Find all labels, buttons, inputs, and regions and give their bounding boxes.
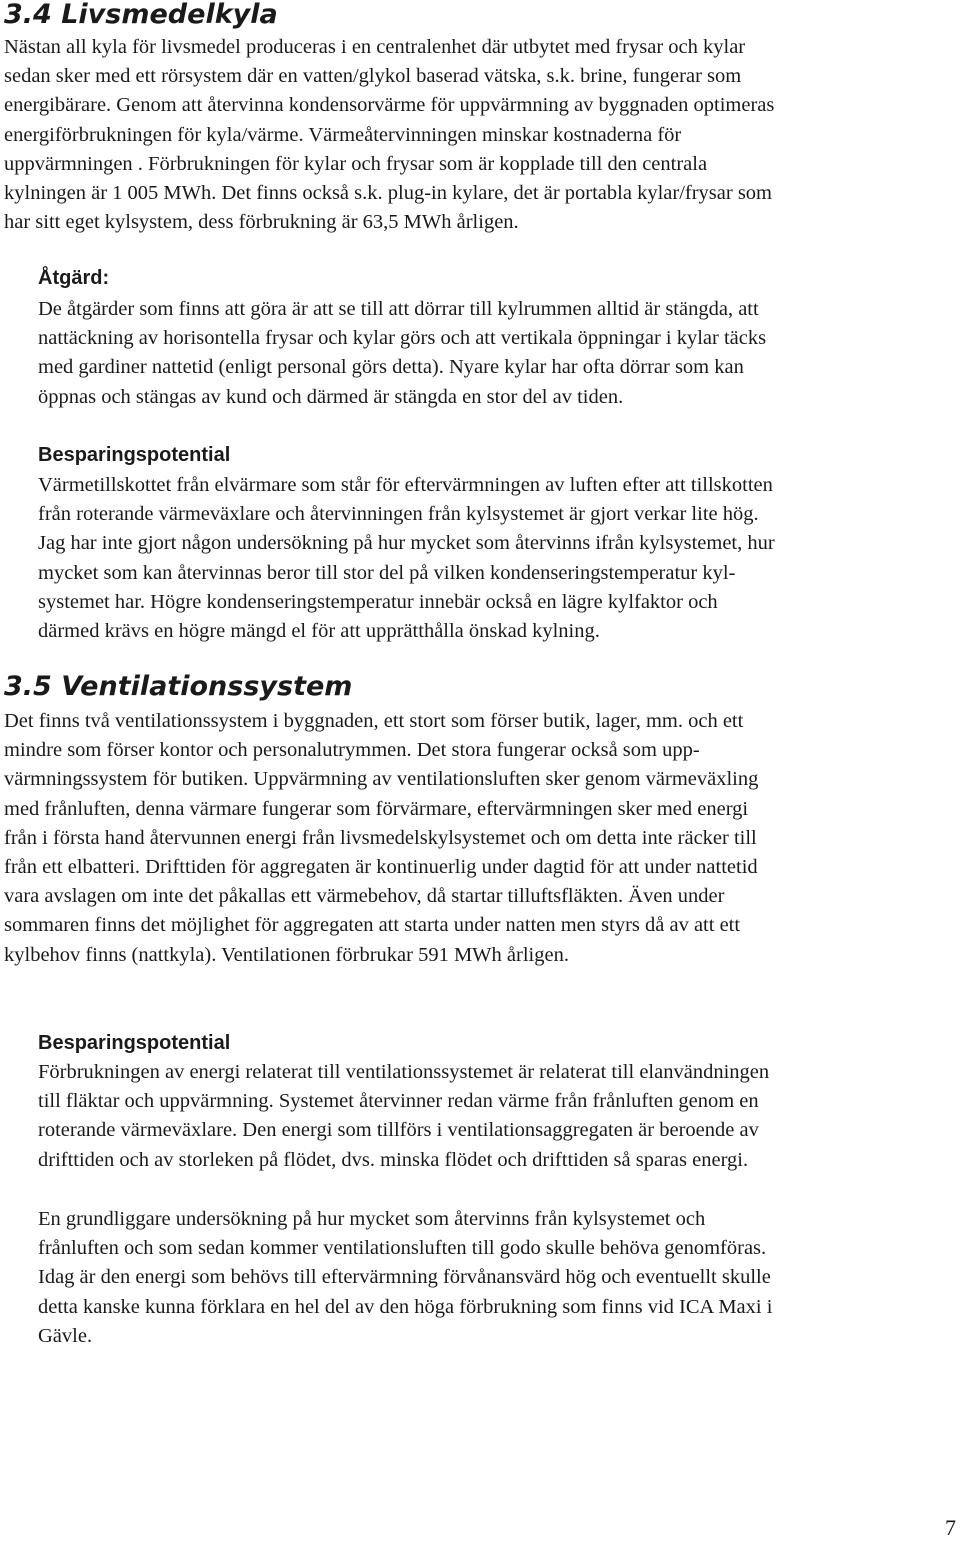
text-line: roterande värmeväxlare. Den energi som tillförs i ventilationsaggregaten är beroende av — [38, 1119, 759, 1142]
text-line: energibärare. Genom att återvinna kondensorvärme för uppvärmning av byggnaden optimeras — [4, 94, 775, 117]
text-line: sedan sker med ett rörsystem där en vatten/glykol baserad vätska, s.k. brine, fungerar som — [4, 65, 742, 88]
text-line: energiförbrukningen för kyla/värme. Värmeåtervinningen minskar kostnaderna för — [4, 123, 682, 146]
subheading-besparingspotential-kyla: Besparingspotential — [38, 444, 231, 466]
paragraph-livsmedelkyla-intro — [4, 33, 774, 237]
text-line: mycket som kan återvinnas beror till stor del på vilken kondenseringstemperatur kyl- — [38, 561, 736, 584]
text-line: Jag har inte gjort någon undersökning på hur mycket som återvinns ifrån kylsystemet, hur — [38, 532, 775, 555]
text-line: från roterande värmeväxlare och återvinningen från kylsystemet är gjort verkar lite hög. — [38, 503, 759, 526]
paragraph-atgard — [38, 295, 766, 412]
paragraph-besparing-kyla — [38, 471, 775, 646]
page-number: 7 — [945, 1515, 956, 1540]
text-line: Idag är den energi som behövs till eftervärmning förvånansvärd hög och eventuellt skulle — [38, 1266, 771, 1289]
text-line: uppvärmningen . Förbrukningen för kylar och frysar som är kopplade till den centrala — [4, 152, 708, 175]
text-line: En grundliggare undersökning på hur mycket som återvinns från kylsystemet och — [38, 1208, 706, 1230]
section-heading-livsmedelkyla: 3.4 Livsmedelkyla — [4, 0, 278, 30]
paragraph-closing — [38, 1205, 772, 1351]
text-line: Förbrukningen av energi relaterat till ventilationssystemet är relaterat till elanvändningen — [38, 1061, 770, 1083]
subheading-besparingspotential-ventilation: Besparingspotential — [38, 1032, 231, 1054]
text-line: nattäckning av horisontella frysar och kylar görs och att vertikala öppningar i kylar täcks — [38, 327, 767, 350]
text-line: med frånluften, denna värmare fungerar som förvärmare, eftervärmningen sker med energi — [4, 797, 749, 820]
paragraph-ventilation-intro — [4, 707, 758, 970]
text-line: från ett elbatteri. Drifttiden för aggregaten är kontinuerlig under dagtid för att under nattetid — [4, 856, 758, 879]
text-line: kylningen är 1 005 MWh. Det finns också s.k. plug-in kylare, det är portabla kylar/frysar som — [4, 182, 772, 205]
text-line: Det finns två ventilationssystem i byggnaden, ett stort som förser butik, lager, mm. och ett — [4, 710, 744, 732]
text-line: detta kanske kunna förklara en hel del av den höga förbrukning som finns vid ICA Maxi i — [38, 1295, 773, 1318]
text-line: drifttiden och av storleken på flödet, dvs. minska flödet och drifttiden så sparas energi. — [38, 1148, 749, 1171]
text-line: kylbehov finns (nattkyla). Ventilationen förbrukar 591 MWh årligen. — [4, 943, 569, 966]
text-line: sommaren finns det möjlighet för aggregaten att starta under natten men styrs då av att ett — [4, 914, 741, 937]
paragraph-besparing-ventilation — [38, 1058, 769, 1175]
text-line: Gävle. — [38, 1324, 93, 1347]
text-line: öppnas och stängas av kund och därmed är stängda en stor del av tiden. — [38, 385, 624, 408]
text-line: till fläktar och uppvärmning. Systemet återvinner redan värme från frånluften genom en — [38, 1090, 759, 1113]
text-line: mindre som förser kontor och personalutrymmen. Det stora fungerar också som upp- — [4, 739, 700, 762]
text-line: vara avslagen om inte det påkallas ett värmebehov, då startar tilluftsfläkten. Även under — [4, 885, 725, 908]
section-heading-ventilationssystem: 3.5 Ventilationssystem — [4, 671, 353, 702]
text-line: systemet har. Högre kondenseringstemperatur innebär också en lägre kylfaktor och — [38, 590, 718, 613]
text-line: med gardiner nattetid (enligt personal görs detta). Nyare kylar har ofta dörrar som kan — [38, 356, 744, 379]
text-line: har sitt eget kylsystem, dess förbrukning är 63,5 MWh årligen. — [4, 211, 519, 234]
text-line: från i första hand återvunnen energi från livsmedelskylsystemet och om detta inte räcker till — [4, 826, 757, 849]
text-line: frånluften och som sedan kommer ventilationsluften till godo skulle behöva genomföras. — [38, 1237, 767, 1260]
text-line: Nästan all kyla för livsmedel produceras i en centralenhet där utbytet med frysar och kylar — [4, 36, 746, 58]
subheading-atgard: Åtgärd: — [38, 267, 110, 289]
text-line: Värmetillskottet från elvärmare som står för eftervärmningen av luften efter att tillskotten — [38, 474, 773, 496]
text-line: värmningssystem för butiken. Uppvärmning av ventilationsluften sker genom värmeväxling — [4, 768, 759, 791]
text-line: därmed krävs en högre mängd el för att upprätthålla önskad kylning. — [38, 620, 600, 643]
text-line: De åtgärder som finns att göra är att se till att dörrar till kylrummen alltid är stängda, att — [38, 298, 759, 320]
